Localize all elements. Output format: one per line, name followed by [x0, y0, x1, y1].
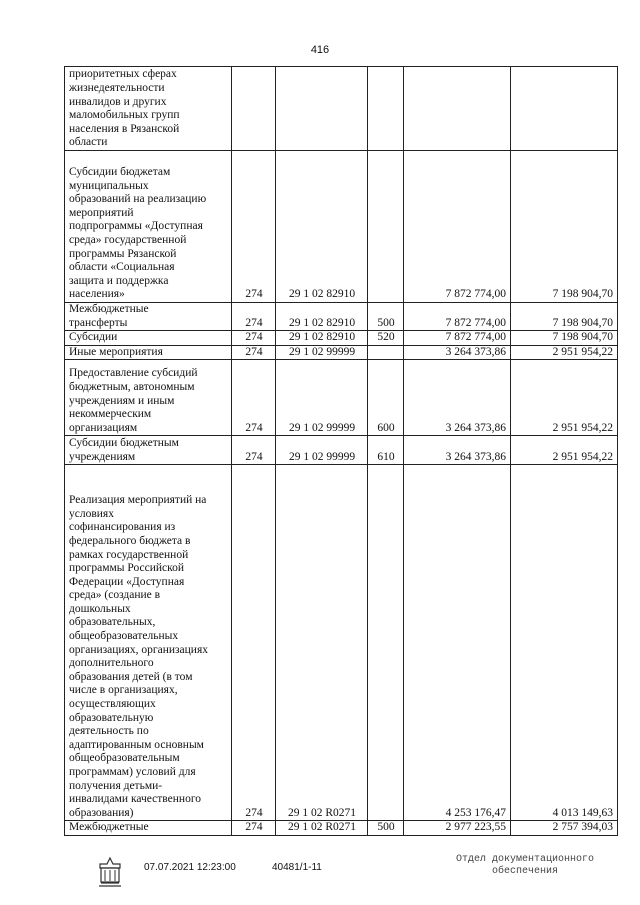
row-name: Субсидии бюджетам муниципальных образований на реализацию мероприятий подпрограммы «Доступная среда» государственной программы Рязанской области «Социальная защита и поддержка населения»	[65, 151, 232, 303]
row-name: Предоставление субсидий бюджетным, автономным учреждениям и иным некоммерческим организациям	[65, 360, 232, 436]
row-sum-plan: 3 264 373,86	[404, 345, 511, 360]
row-sum-actual: 7 198 904,70	[511, 151, 618, 303]
row-target-article: 29 1 02 99999	[276, 360, 368, 436]
row-expense-type: 600	[368, 360, 404, 436]
row-sum-plan: 7 872 774,00	[404, 151, 511, 303]
row-name: Межбюджетные	[65, 821, 232, 836]
row-dept-code: 274	[232, 151, 276, 303]
row-sum-plan: 7 872 774,00	[404, 331, 511, 346]
row-sum-actual: 4 013 149,63	[511, 465, 618, 821]
emblem-icon	[96, 856, 124, 888]
row-sum-actual: 7 198 904,70	[511, 303, 618, 331]
row-target-article	[276, 67, 368, 151]
row-expense-type	[368, 151, 404, 303]
row-expense-type: 500	[368, 821, 404, 836]
row-target-article: 29 1 02 99999	[276, 345, 368, 360]
row-target-article: 29 1 02 99999	[276, 436, 368, 465]
row-target-article: 29 1 02 82910	[276, 303, 368, 331]
row-dept-code: 274	[232, 331, 276, 346]
page-footer	[0, 852, 640, 892]
row-dept-code: 274	[232, 465, 276, 821]
page-number: 416	[310, 44, 330, 56]
row-target-article: 29 1 02 82910	[276, 151, 368, 303]
row-dept-code: 274	[232, 360, 276, 436]
row-sum-actual: 2 951 954,22	[511, 345, 618, 360]
registration-number: 40481/1-11	[272, 862, 322, 873]
table-row	[65, 345, 618, 360]
table-row	[65, 303, 618, 331]
row-sum-plan: 4 253 176,47	[404, 465, 511, 821]
row-sum-actual: 2 951 954,22	[511, 436, 618, 465]
row-name: Межбюджетные трансферты	[65, 303, 232, 331]
row-dept-code: 274	[232, 821, 276, 836]
department-stamp-line: Отдел документационного	[455, 854, 595, 865]
row-sum-plan: 3 264 373,86	[404, 436, 511, 465]
row-expense-type: 500	[368, 303, 404, 331]
row-target-article: 29 1 02 R0271	[276, 821, 368, 836]
row-sum-actual: 2 951 954,22	[511, 360, 618, 436]
row-sum-actual: 7 198 904,70	[511, 331, 618, 346]
row-expense-type: 610	[368, 436, 404, 465]
row-sum-plan: 2 977 223,55	[404, 821, 511, 836]
row-expense-type	[368, 67, 404, 151]
table-row	[65, 331, 618, 346]
table-row	[65, 821, 618, 836]
row-name: Реализация мероприятий на условиях софинансирования из федерального бюджета в рамках государственной программы Российской Федерации «Доступная среда» (создание в дошкольных образовательных, общеобразовательных организациях, организациях дополнительного образования детей (в том числе в организациях, осуществляющих образовательную деятельность по адаптированным основным общеобразовательным программам) условий для получения детьми- инвалидами качественного образования)	[65, 465, 232, 821]
row-sum-actual	[511, 67, 618, 151]
table-row	[65, 151, 618, 303]
row-name: Иные мероприятия	[65, 345, 232, 360]
department-stamp-line: обеспечения	[491, 866, 558, 877]
row-dept-code	[232, 67, 276, 151]
row-name: приоритетных сферах жизнедеятельности инвалидов и других маломобильных групп населения в Рязанской области	[65, 67, 232, 151]
row-expense-type	[368, 345, 404, 360]
table-row	[65, 436, 618, 465]
row-target-article: 29 1 02 82910	[276, 331, 368, 346]
row-sum-plan: 3 264 373,86	[404, 360, 511, 436]
table-row	[65, 465, 618, 821]
row-sum-plan: 7 872 774,00	[404, 303, 511, 331]
row-name: Субсидии бюджетным учреждениям	[65, 436, 232, 465]
row-sum-actual: 2 757 394,03	[511, 821, 618, 836]
department-stamp	[450, 854, 600, 878]
row-target-article: 29 1 02 R0271	[276, 465, 368, 821]
row-dept-code: 274	[232, 436, 276, 465]
row-dept-code: 274	[232, 303, 276, 331]
row-dept-code: 274	[232, 345, 276, 360]
row-sum-plan	[404, 67, 511, 151]
table-row	[65, 67, 618, 151]
print-datetime: 07.07.2021 12:23:00	[144, 862, 236, 873]
row-name: Субсидии	[65, 331, 232, 346]
budget-table	[64, 66, 618, 836]
row-expense-type: 520	[368, 331, 404, 346]
row-expense-type	[368, 465, 404, 821]
table-row	[65, 360, 618, 436]
